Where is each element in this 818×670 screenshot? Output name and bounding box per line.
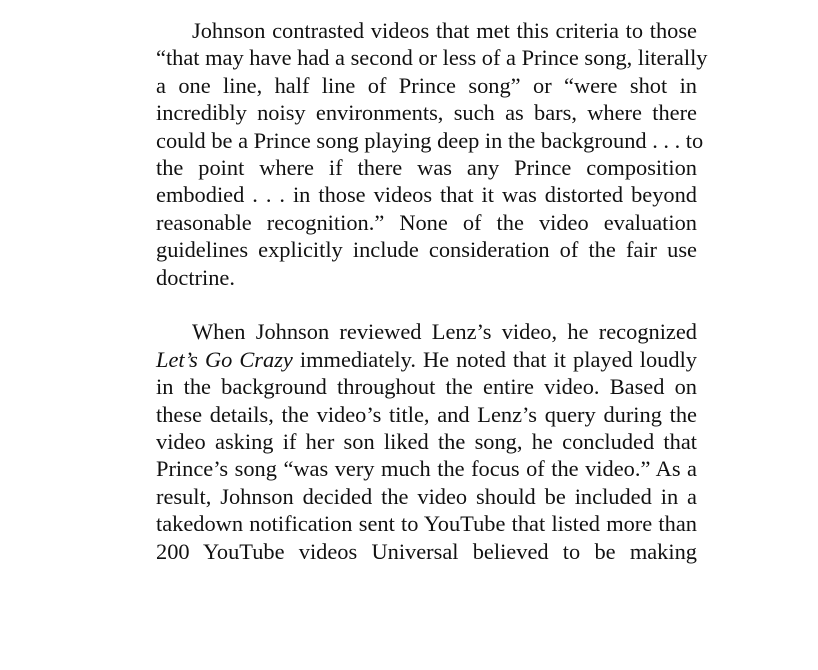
text-line: Prince’s song “was very much the focus of the video.” As a [156, 456, 697, 482]
text-line: guidelines explicitly include consideration of the fair use [156, 237, 697, 263]
text-line: in the background throughout the entire video. Based on [156, 374, 697, 400]
text-line: incredibly noisy environments, such as bars, where there [156, 100, 697, 126]
text-line: “that may have had a second or less of a Prince song, literally [156, 45, 708, 71]
song-title-italic: Let’s Go Crazy [156, 346, 293, 372]
text-line: Johnson contrasted videos that met this criteria to those [192, 18, 697, 43]
text-line: a one line, half line of Prince song” or “were shot in [156, 72, 697, 98]
text-line: video asking if her son liked the song, he concluded that [156, 429, 697, 455]
text-line: reasonable recognition.” None of the video evaluation [156, 209, 697, 235]
text-line: result, Johnson decided the video should be included in a [156, 483, 697, 509]
paragraph-johnson-criteria [120, 17, 708, 291]
text-line: the point where if there was any Prince composition [156, 155, 697, 181]
text-line: doctrine. [156, 264, 235, 290]
text-line: these details, the video’s title, and Lenz’s query during the [156, 401, 697, 427]
text-line: takedown notification sent to YouTube that listed more than [156, 511, 697, 537]
text-span: immediately. He noted that it played loudly [292, 346, 697, 372]
text-line: could be a Prince song playing deep in the background . . . to [156, 127, 704, 153]
document-body [120, 17, 708, 565]
paragraph-lenz-video-review [120, 318, 697, 565]
text-line: 200 YouTube videos Universal believed to be making [156, 538, 697, 564]
text-line [120, 346, 697, 373]
text-line: When Johnson reviewed Lenz’s video, he recognized [192, 319, 697, 345]
text-line: embodied . . . in those videos that it was distorted beyond [156, 182, 697, 208]
